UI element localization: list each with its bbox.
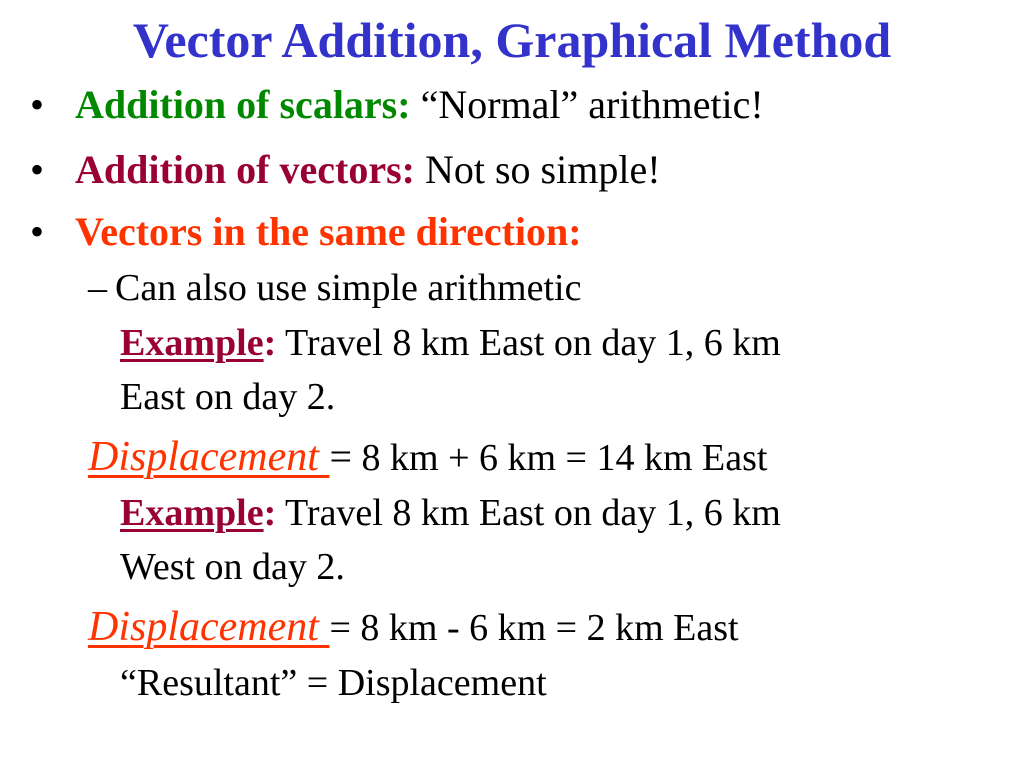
displacement-1 bbox=[88, 432, 767, 483]
same-direction-label: Vectors in the same direction: bbox=[75, 209, 582, 254]
scalars-label: Addition of scalars: bbox=[75, 82, 411, 127]
displacement-1-eq: = bbox=[329, 434, 353, 479]
example-2-line-1 bbox=[120, 488, 781, 538]
displacement-1-text: 8 km + 6 km = 14 km East bbox=[352, 437, 768, 479]
example-2-text: Travel 8 km East on day 1, 6 km bbox=[276, 492, 781, 534]
example-1-label: Example bbox=[120, 322, 264, 364]
example-1-text: Travel 8 km East on day 1, 6 km bbox=[276, 322, 781, 364]
bullet-same-direction bbox=[75, 207, 582, 257]
vectors-label: Addition of vectors: bbox=[75, 147, 415, 192]
example-1-line-1 bbox=[120, 318, 781, 368]
example-2-colon: : bbox=[263, 492, 277, 534]
bullet-marker: • bbox=[30, 147, 45, 192]
sub-bullet bbox=[88, 263, 581, 313]
bullet-marker: • bbox=[30, 209, 45, 254]
example-2-label: Example bbox=[120, 492, 264, 534]
vectors-text: Not so simple! bbox=[414, 147, 661, 192]
bullet-scalars bbox=[75, 80, 764, 130]
example-2-line-2: West on day 2. bbox=[120, 546, 345, 588]
slide-title: Vector Addition, Graphical Method bbox=[132, 12, 892, 68]
scalars-text: “Normal” arithmetic! bbox=[410, 82, 764, 127]
resultant-line: “Resultant” = Displacement bbox=[120, 662, 547, 704]
bullet-marker: • bbox=[30, 82, 45, 127]
displacement-2 bbox=[88, 602, 739, 653]
example-1-line-2: East on day 2. bbox=[120, 376, 336, 418]
example-1-colon: : bbox=[263, 322, 277, 364]
bullet-vectors bbox=[75, 145, 661, 195]
dash-marker: – bbox=[88, 267, 107, 309]
displacement-1-label: Displacement bbox=[88, 434, 330, 480]
sub-bullet-text: Can also use simple arithmetic bbox=[115, 267, 582, 309]
displacement-2-text: = 8 km - 6 km = 2 km East bbox=[329, 607, 739, 649]
displacement-2-label: Displacement bbox=[88, 604, 330, 650]
